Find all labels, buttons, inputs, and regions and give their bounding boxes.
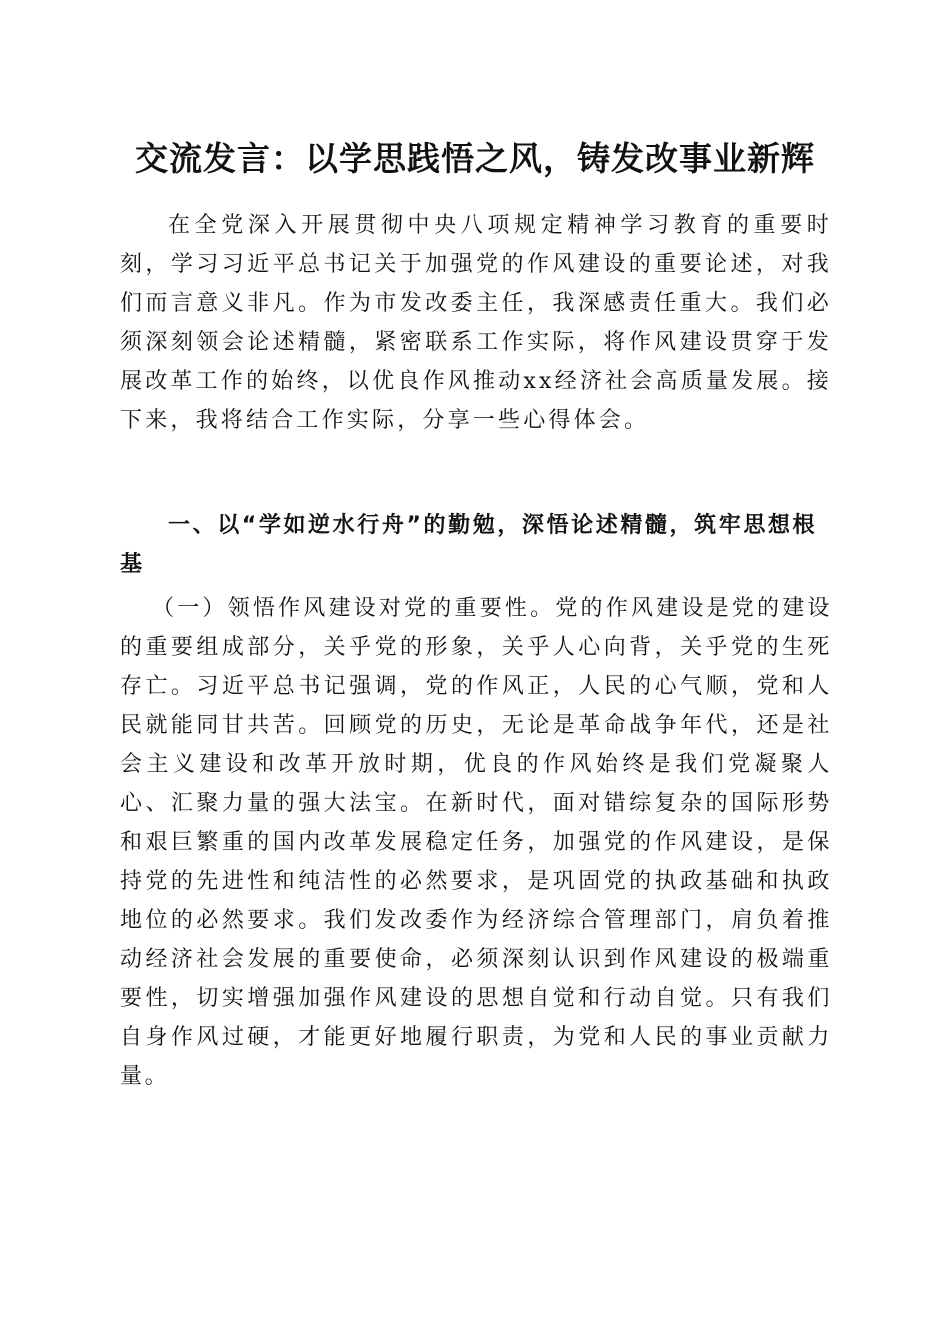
- subsection-1-paragraph: （一）领悟作风建设对党的重要性。党的作风建设是党的建设的重要组成部分，关乎党的形象，关乎人心向背，关乎党的生死存亡。习近平总书记强调，党的作风正，人民的心气顺，党和人民就能同甘共苦。回顾党的历史，无论是革命战争年代，还是社会主义建设和改革开放时期，优良的作风始终是我们党凝聚人心、汇聚力量的强大法宝。在新时代，面对错综复杂的国际形势和艰巨繁重的国内改革发展稳定任务，加强党的作风建设，是保持党的先进性和纯洁性的必然要求，是巩固党的执政基础和执政地位的必然要求。我们发改委作为经济综合管理部门，肩负着推动经济社会发展的重要使命，必须深刻认识到作风建设的极端重要性，切实增强加强作风建设的思想自觉和行动自觉。只有我们自身作风过硬，才能更好地履行职责，为党和人民的事业贡献力量。: [120, 596, 832, 1089]
- intro-paragraph: 在全党深入开展贯彻中央八项规定精神学习教育的重要时刻，学习习近平总书记关于加强党的作风建设的重要论述，对我们而言意义非凡。作为市发改委主任，我深感责任重大。我们必须深刻领会论述精髓，紧密联系工作实际，将作风建设贯穿于发展改革工作的始终，以优良作风推动xx经济社会高质量发展。接下来，我将结合工作实际，分享一些心得体会。: [120, 213, 832, 433]
- section-1-heading: 一、以“学如逆水行舟”的勤勉，深悟论述精髓，筑牢思想根基: [120, 513, 818, 577]
- document-title: 交流发言：以学思践悟之风，铸发改事业新辉: [135, 139, 815, 178]
